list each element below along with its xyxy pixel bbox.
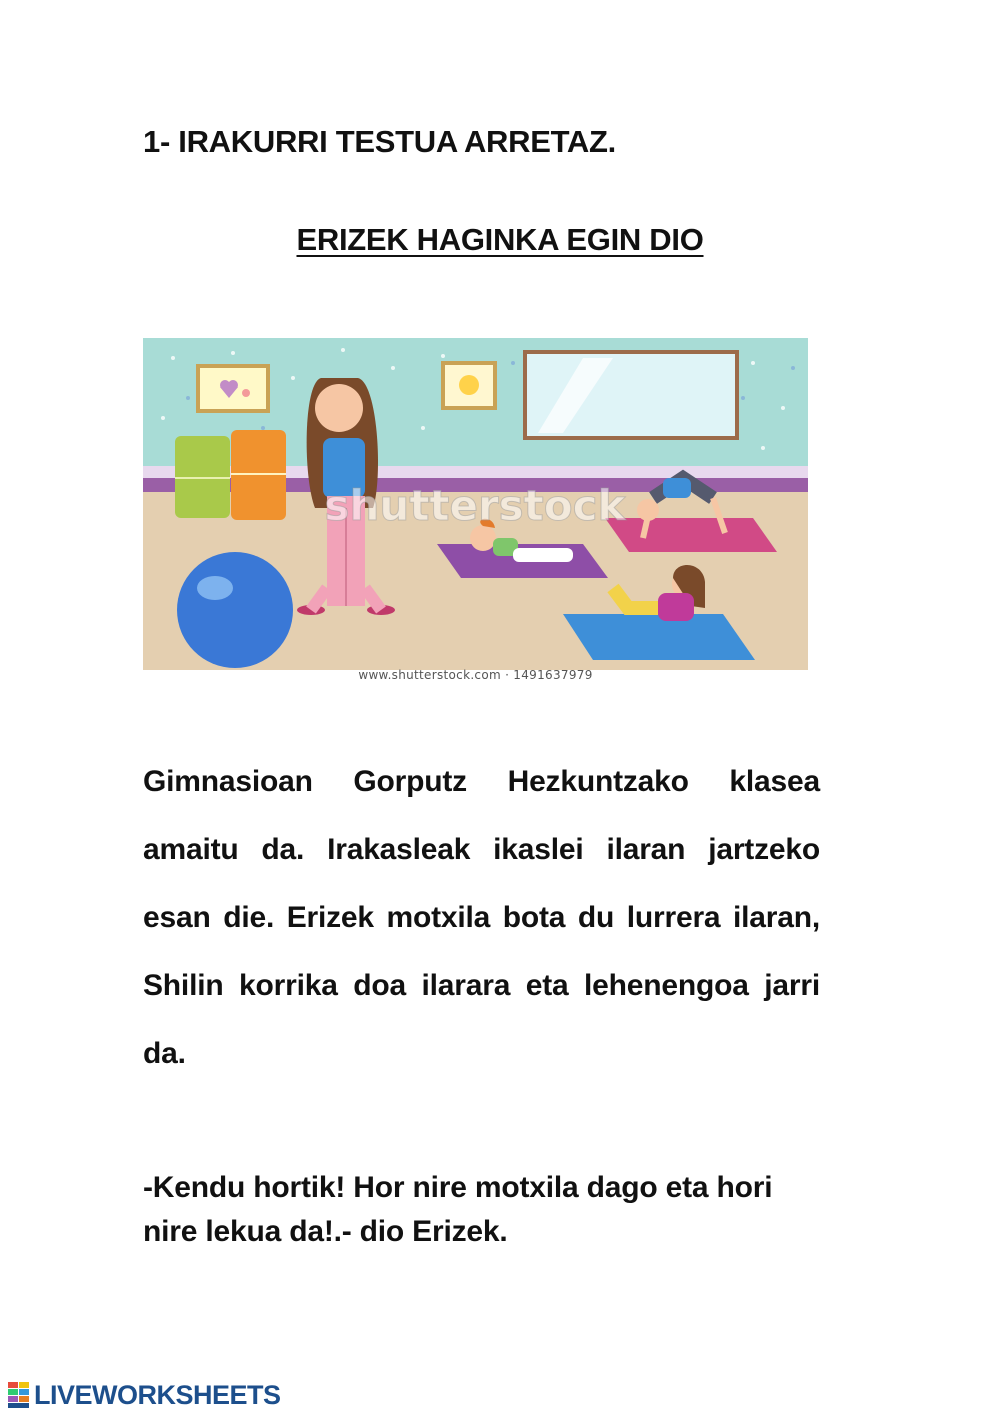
image-credit: www.shutterstock.com · 1491637979 <box>358 668 593 682</box>
dialogue-line-2: nire lekua da!.- dio Erizek. <box>143 1215 508 1248</box>
gym-class-illustration <box>143 338 808 670</box>
dialogue-quote <box>143 1166 843 1254</box>
footer-logo <box>8 1378 281 1412</box>
dialogue-line-1: -Kendu hortik! Hor nire motxila dago eta hori <box>143 1171 773 1204</box>
instruction-heading: 1- IRAKURRI TESTUA ARRETAZ. <box>143 124 616 159</box>
liveworksheets-brand: LIVEWORKSHEETS <box>34 1379 281 1410</box>
liveworksheets-logo-icon <box>8 1382 30 1408</box>
shutterstock-watermark: shutterstock <box>324 481 626 530</box>
story-title: ERIZEK HAGINKA EGIN DIO <box>296 222 704 257</box>
story-paragraph: Gimnasioan Gorputz Hezkuntzako klasea amaitu da. Irakasleak ikaslei ilaran jartzeko esan die. Erizek motxila bota du lurrera ilaran, Shilin korrika doa ilarara eta lehenengoa jarri da. <box>143 765 820 1070</box>
